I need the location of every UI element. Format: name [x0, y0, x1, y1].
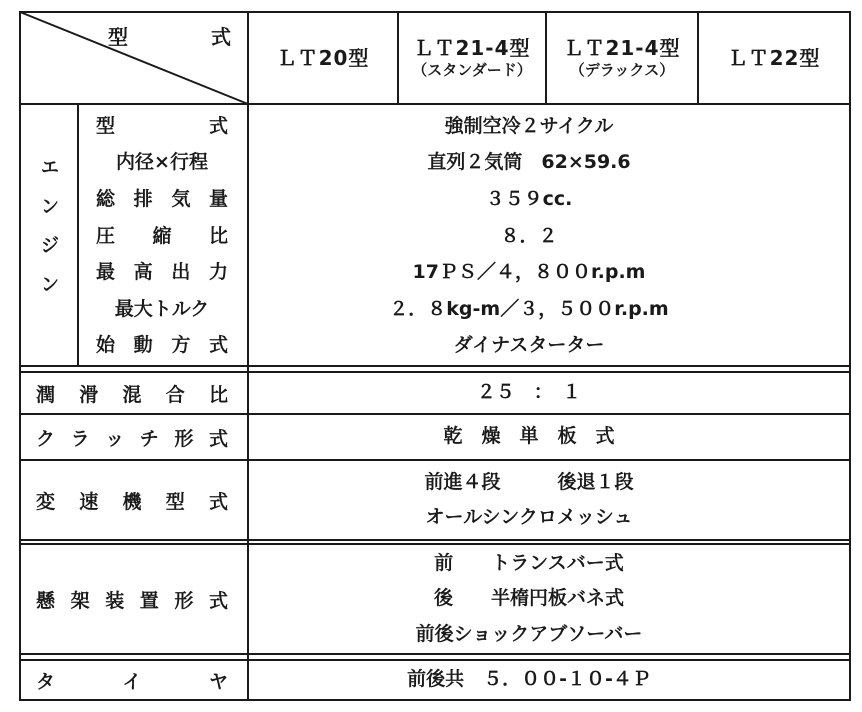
engine-row-label-part: 始: [96, 334, 116, 357]
spec-row-label-char: ヤ: [208, 670, 228, 693]
spec-row-label-char: チ: [139, 427, 159, 450]
engine-row-label-part: 最大トルク: [114, 297, 210, 320]
spec-row-label-char: 形: [174, 427, 194, 450]
engine-row-label: [96, 216, 228, 253]
spec-row-value-line: 後 半楕円板バネ式: [433, 587, 624, 610]
spec-row-label-char: 変: [36, 490, 56, 513]
spec-row-label-char: イ: [122, 670, 142, 693]
engine-row-label: [96, 106, 228, 143]
spec-row-label: [36, 372, 228, 414]
model-col-lt22: [698, 12, 850, 104]
spec-row-label-char: 滑: [79, 383, 99, 406]
engine-row-label-part: 力: [208, 261, 228, 284]
spec-row-label-char: ラ: [70, 427, 90, 450]
model-col-lt20: [248, 12, 398, 104]
spec-row-label-char: 潤: [36, 383, 56, 406]
spec-row-value-line: 前後共 ５．００-１０-４Ｐ: [407, 668, 651, 691]
engine-row-label-part: 内径×行程: [116, 151, 208, 174]
engine-row-label-part: 式: [208, 334, 228, 357]
engine-row-label: [96, 179, 228, 216]
engine-row-label-part: 高: [133, 261, 153, 284]
engine-row-label-part: 排: [133, 187, 153, 210]
spec-row-label-char: 速: [79, 490, 99, 513]
spec-row-label-char: 形: [174, 589, 194, 612]
spec-row-value-line: 乾 燥 単 板 式: [443, 425, 615, 448]
spec-row-label: [36, 544, 228, 654]
engine-row-label-part: 式: [208, 114, 228, 137]
engine-row-value: 17ＰＳ／４，８００r.p.m: [412, 261, 646, 284]
spec-row-value-line: 前後ショックアブソーバー: [415, 622, 643, 645]
spec-row-label-char: 式: [208, 490, 228, 513]
model-variant: （スタンダード）: [412, 61, 532, 80]
corner-label-char: 式: [211, 24, 232, 49]
engine-row-label-part: 出: [171, 261, 191, 284]
engine-row-label: [96, 326, 228, 363]
model-name: ＬＴ21-4型: [413, 36, 531, 61]
spec-row-label-char: 比: [208, 383, 228, 406]
spec-row-label: [36, 460, 228, 540]
spec-row-value-line: ２５ ： １: [476, 381, 582, 404]
engine-row-label-part: 縮: [152, 224, 172, 247]
engine-row-label-part: 最: [96, 261, 116, 284]
spec-row-label-char: ッ: [105, 427, 125, 450]
model-col-lt21-standard: [398, 12, 546, 104]
spec-row-label-char: 式: [208, 427, 228, 450]
spec-row-value-line: 前 トランスバー式: [434, 552, 624, 575]
spec-row-value: [248, 414, 850, 460]
spec-row-label-char: 機: [122, 490, 142, 513]
engine-row-value: ８．２: [500, 224, 558, 247]
engine-row-value: ３５９cc.: [485, 187, 573, 210]
spec-row-label-char: 架: [70, 589, 90, 612]
spec-row-label-char: 型: [165, 490, 185, 513]
spec-row-label-char: 装: [105, 589, 125, 612]
model-col-lt21-deluxe: [546, 12, 698, 104]
engine-section-label-cell: [20, 104, 78, 366]
engine-row-label-part: 総: [96, 187, 116, 210]
engine-row-label: [96, 252, 228, 289]
spec-row-label-char: 置: [139, 589, 159, 612]
model-variant: （デラックス）: [569, 61, 675, 80]
engine-row-label-part: 型: [96, 114, 116, 137]
spec-row-label-char: 混: [122, 383, 142, 406]
engine-row-value: ダイナスターター: [453, 334, 605, 357]
engine-row-label-part: 気: [171, 187, 191, 210]
engine-row-label-part: 量: [208, 187, 228, 210]
engine-row-label-part: 方: [171, 334, 191, 357]
engine-row-label-part: 比: [208, 224, 228, 247]
engine-row-value: 強制空冷２サイクル: [444, 114, 614, 137]
spec-row-label-char: 式: [208, 589, 228, 612]
engine-row-label-part: 動: [133, 334, 153, 357]
engine-section-label: エンジン: [37, 157, 60, 313]
spec-row-value-line: 前進４段 後退１段: [424, 470, 634, 493]
spec-row-value: [248, 544, 850, 654]
model-name: ＬＴ20型: [276, 45, 370, 70]
spec-row-label: [36, 660, 228, 700]
spec-row-value: [248, 372, 850, 414]
spec-row-label-char: ク: [36, 427, 56, 450]
model-name: ＬＴ22型: [727, 45, 821, 70]
spec-row-label: [36, 414, 228, 460]
engine-row-label: [96, 289, 228, 326]
spec-row-label-char: 懸: [36, 589, 56, 612]
corner-label: [108, 20, 232, 50]
engine-row-label: [96, 143, 228, 180]
spec-row-value-line: オールシンクロメッシュ: [425, 506, 633, 528]
corner-label-char: 型: [108, 24, 129, 49]
engine-row-label-part: 圧: [96, 224, 116, 247]
spec-row-label-char: タ: [36, 670, 56, 693]
spec-row-label-char: 合: [165, 383, 185, 406]
spec-row-value: [248, 660, 850, 700]
spec-row-value: [248, 460, 850, 540]
engine-row-value: ２．８kg-m／３，５００r.p.m: [389, 297, 669, 320]
engine-row-value: 直列２気筒 62×59.6: [427, 151, 631, 174]
model-name: ＬＴ21-4型: [563, 36, 681, 61]
